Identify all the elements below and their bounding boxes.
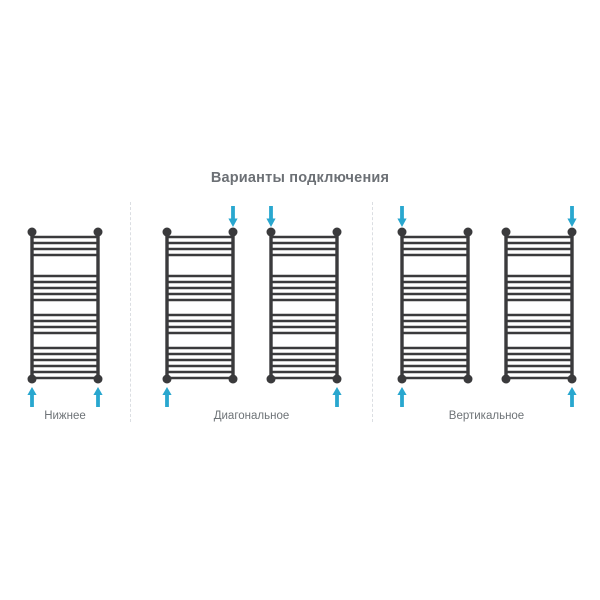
connection-group-1: [0, 202, 130, 422]
pipe-cap: [228, 375, 237, 384]
flow-arrow-down-icon: [266, 206, 275, 227]
pipe-cap: [162, 228, 171, 237]
pipe-cap: [94, 375, 103, 384]
radiators-row: [162, 202, 342, 408]
pipe-cap: [28, 228, 37, 237]
connection-group-3: [372, 202, 600, 422]
towel-radiator-diagram: [27, 202, 103, 408]
connection-type-label: Диагональное: [213, 410, 290, 422]
pipe-cap: [397, 228, 406, 237]
pipe-cap: [332, 375, 341, 384]
flow-arrow-up-icon: [162, 387, 171, 407]
pipe-cap: [501, 228, 510, 237]
pipe-cap: [463, 228, 472, 237]
pipe-cap: [567, 228, 576, 237]
towel-radiator-diagram: [162, 202, 238, 408]
connection-type-label: Нижнее: [44, 410, 86, 422]
pipe-cap: [332, 228, 341, 237]
diagram-title: Варианты подключения: [210, 170, 390, 186]
connection-type-label: Вертикальное: [448, 410, 525, 422]
pipe-cap: [266, 375, 275, 384]
towel-radiator-diagram: [397, 202, 473, 408]
flow-arrow-up-icon: [27, 387, 36, 407]
pipe-cap: [94, 228, 103, 237]
radiators-row: [27, 202, 103, 408]
flow-arrow-down-icon: [567, 206, 576, 227]
flow-arrow-down-icon: [397, 206, 406, 227]
connection-groups-row: [0, 202, 600, 422]
connection-group-2: [130, 202, 372, 422]
pipe-cap: [501, 375, 510, 384]
flow-arrow-up-icon: [397, 387, 406, 407]
pipe-cap: [463, 375, 472, 384]
towel-radiator-diagram: [501, 202, 577, 408]
flow-arrow-up-icon: [567, 387, 576, 407]
pipe-cap: [397, 375, 406, 384]
pipe-cap: [266, 228, 275, 237]
flow-arrow-down-icon: [228, 206, 237, 227]
pipe-cap: [28, 375, 37, 384]
towel-radiator-diagram: [266, 202, 342, 408]
pipe-cap: [162, 375, 171, 384]
flow-arrow-up-icon: [93, 387, 102, 407]
flow-arrow-up-icon: [332, 387, 341, 407]
pipe-cap: [228, 228, 237, 237]
pipe-cap: [567, 375, 576, 384]
radiators-row: [397, 202, 577, 408]
